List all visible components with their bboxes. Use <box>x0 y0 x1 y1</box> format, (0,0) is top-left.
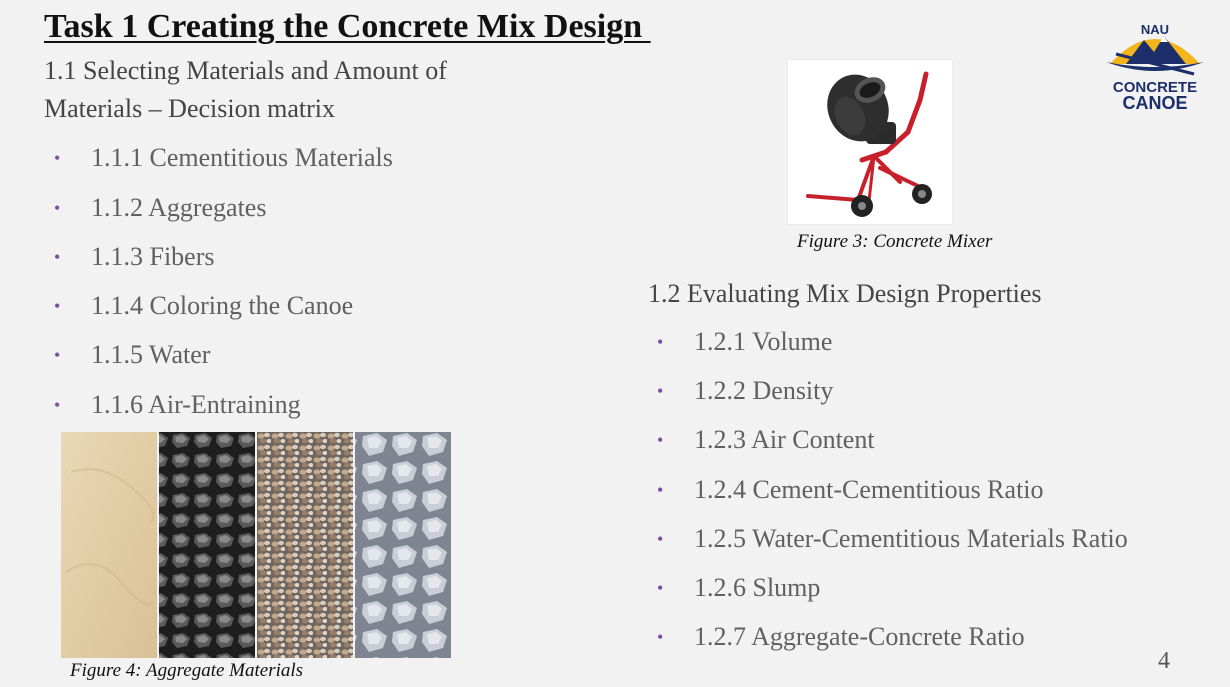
bullet-icon: • <box>54 247 61 267</box>
logo-top-text: NAU <box>1140 22 1170 37</box>
bullet-icon: • <box>657 578 664 598</box>
bullet-icon: • <box>54 296 61 316</box>
section-1-heading-line-1: 1.1 Selecting Materials and Amount of <box>44 56 447 85</box>
bullet-icon: • <box>657 529 664 549</box>
concrete-mixer-icon <box>788 60 952 224</box>
logo-line-1: CONCRETE <box>1112 79 1198 96</box>
bullet-icon: • <box>657 332 664 352</box>
aggregate-samples-icon <box>61 432 451 658</box>
aggregate-figure-caption: Figure 4: Aggregate Materials <box>70 660 304 681</box>
logo-line-2: CANOE <box>1122 93 1188 113</box>
bullet-icon: • <box>657 381 664 401</box>
bullet-icon: • <box>54 395 61 415</box>
concrete-mixer-image <box>788 60 952 224</box>
mixer-figure-caption: Figure 3: Concrete Mixer <box>797 231 993 252</box>
logo-icon <box>1102 18 1208 118</box>
bullet-icon: • <box>657 430 664 450</box>
page-number: 4 <box>1158 648 1170 674</box>
bullet-icon: • <box>657 480 664 500</box>
nau-concrete-canoe-logo <box>1102 18 1208 118</box>
bullet-icon: • <box>657 627 664 647</box>
bullet-icon: • <box>54 198 61 218</box>
slide-title: Task 1 Creating the Concrete Mix Design <box>44 8 651 45</box>
bullet-icon: • <box>54 345 61 365</box>
aggregate-samples-image <box>61 432 451 658</box>
bullet-icon: • <box>54 148 61 168</box>
section-2-heading: 1.2 Evaluating Mix Design Properties <box>648 279 1042 308</box>
section-1-heading-line-2: Materials – Decision matrix <box>44 94 335 123</box>
